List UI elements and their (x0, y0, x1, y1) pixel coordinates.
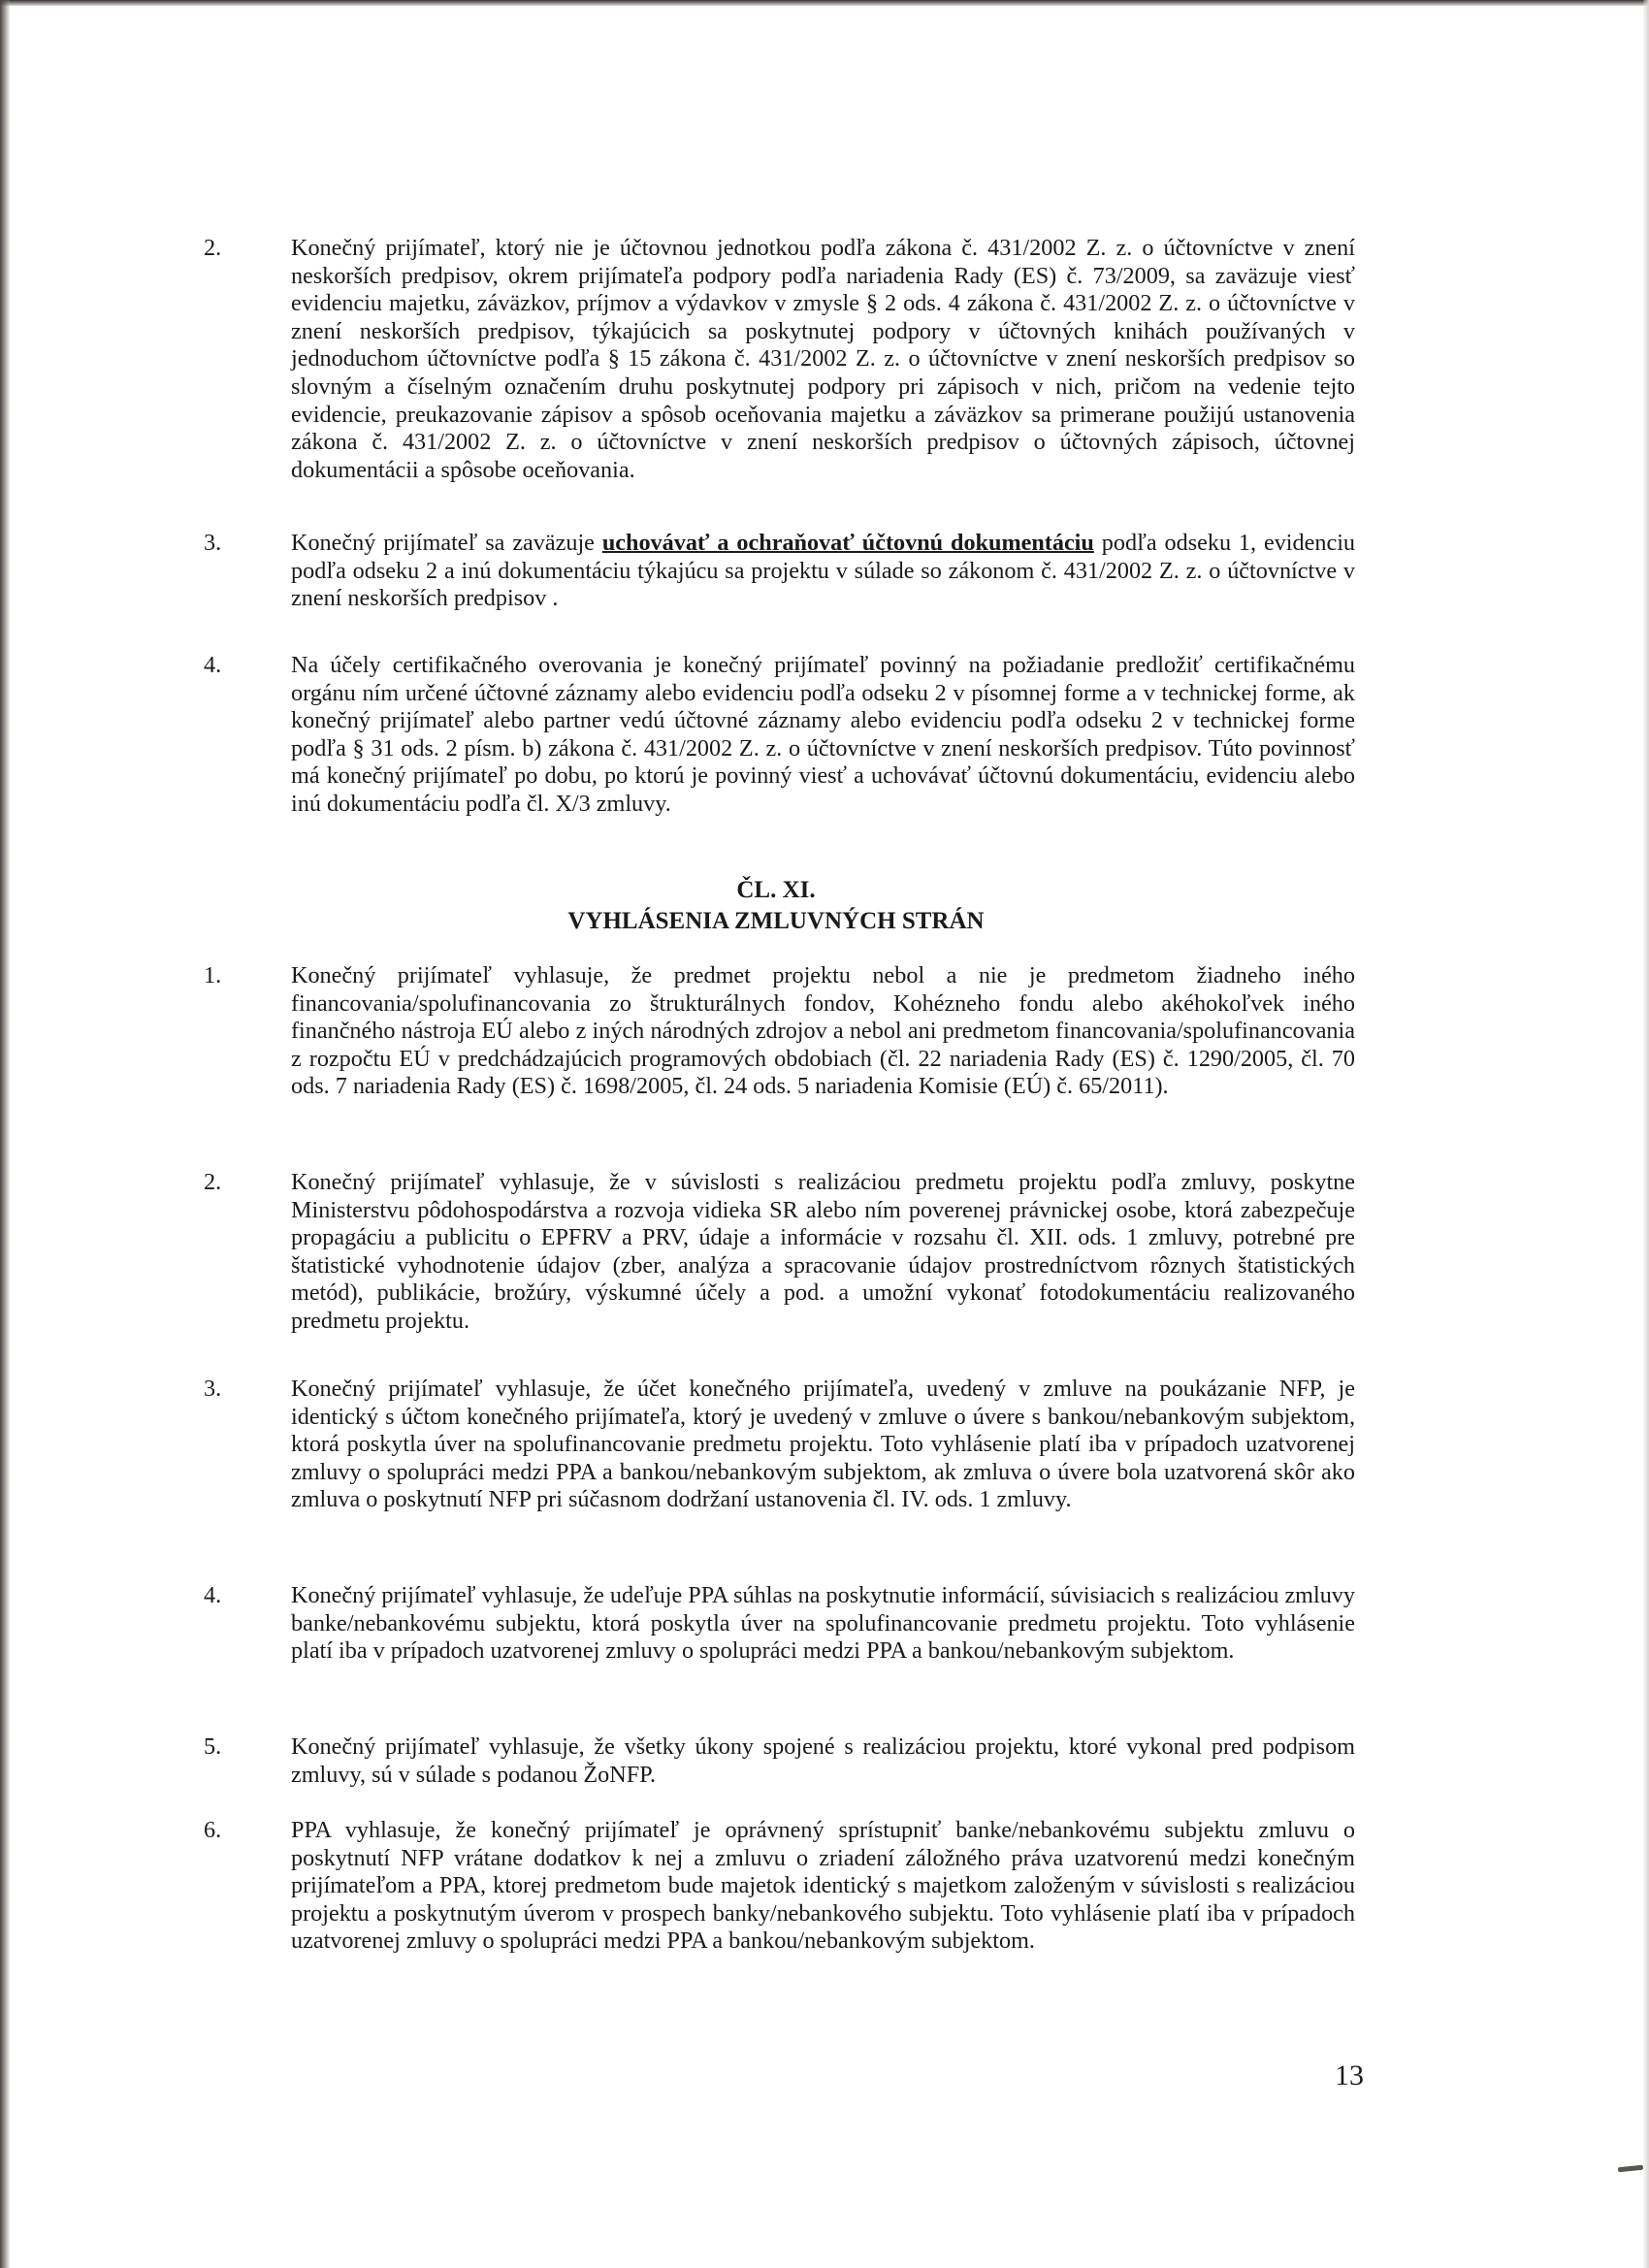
article-heading (543, 875, 1009, 937)
item-number: 3. (204, 530, 222, 556)
paragraph-text: Na účely certifikačného overovania je konečný prijímateľ povinný na požiadanie predložiť certifikačnému orgánu ním určené účtovné záznamy alebo evidenciu podľa odseku 2 v písomnej forme a v technickej forme, ak konečný prijímateľ alebo partner vedú účtovné záznamy alebo evidenciu podľa odseku 2 v technickej forme podľa § 31 ods. 2 písm. b) zákona č. 431/2002 Z. z. o účtovníctve v znení neskorších predpisov. Túto povinnosť má konečný prijímateľ po dobu, po ktorú je povinný viesť a uchovávať účtovnú dokumentáciu, evidenciu alebo inú dokumentáciu podľa čl. X/3 zmluvy. (291, 652, 1355, 817)
paragraph-text: PPA vyhlasuje, že konečný prijímateľ je oprávnený sprístupniť banke/nebankovému subjektu zmluvu o poskytnutí NFP vrátane dodatkov k nej a zmluvu o zriadení záložného práva uzatvorenú medzi konečným prijímateľom a PPA, ktorej predmetom bude majetok identický s majetkom založeným v súvislosti s realizáciou projektu a poskytnutým úverom v prospech banky/nebankového subjektu. Toto vyhlásenie platí iba v prípadoch uzatvorenej zmluvy o spolupráci medzi PPA a bankou/nebankovým subjektom. (291, 1817, 1355, 1955)
item-number: 5. (204, 1733, 222, 1760)
paragraph-text (291, 530, 1355, 613)
paragraph-text-start: Konečný prijímateľ sa zaväzuje (291, 530, 602, 556)
paragraph-text: Konečný prijímateľ vyhlasuje, že všetky úkony spojené s realizáciou projektu, ktoré vykonal pred podpisom zmluvy, sú v súlade s podanou ŽoNFP. (291, 1733, 1355, 1788)
emphasized-obligation: uchovávať a ochraňovať účtovnú dokumentáciu (601, 530, 1094, 556)
paragraph-text: Konečný prijímateľ vyhlasuje, že účet konečného prijímateľa, uvedený v zmluve na poukázanie NFP, je identický s účtom konečného prijímateľa, ktorý je uvedený v zmluve o úvere s bankou/nebankovým subjektom, ktorá poskytla úver na spolufinancovanie predmetu projektu. Toto vyhlásenie platí iba v prípadoch uzatvorenej zmluvy o spolupráci medzi PPA a bankou/nebankovým subjektom, ak zmluva o úvere bola uzatvorená skôr ako zmluva o poskytnutí NFP pri súčasnom dodržaní ustanovenia čl. IV. ods. 1 zmluvy. (291, 1376, 1355, 1513)
item-number: 3. (204, 1376, 222, 1402)
item-number: 2. (204, 1169, 222, 1195)
scan-border-right (1643, 0, 1649, 2268)
paragraph-text: Konečný prijímateľ vyhlasuje, že v súvislosti s realizáciou predmetu projektu podľa zmluvy, poskytne Ministerstvu pôdohospodárstva a rozvoja vidieka SR alebo ním poverenej právnickej osobe, ktorá zabezpečuje propagáciu a publicitu o EPFRV a PRV, údaje a informácie v rozsahu čl. XII. ods. 1 zmluvy, potrebné pre štatistické vyhodnotenie údajov (zber, analýza a spracovanie údajov prostredníctvom rôznych štatistických metód), publikácie, brožúry, výskumné účely a pod. a umožní vykonať fotodokumentáciu realizovaného predmetu projektu. (291, 1169, 1355, 1334)
scan-corner-artifact (1618, 2165, 1643, 2173)
item-number: 2. (204, 235, 222, 261)
scan-border-top (0, 0, 1649, 6)
page-number: 13 (1335, 2059, 1364, 2091)
paragraph-text: Konečný prijímateľ, ktorý nie je účtovnou jednotkou podľa zákona č. 431/2002 Z. z. o účtovníctve v znení neskorších predpisov, okrem prijímateľa podpory podľa nariadenia Rady (ES) č. 73/2009, sa zaväzuje viesť evidenciu majetku, záväzkov, príjmov a výdavkov v zmysle § 2 ods. 4 zákona č. 431/2002 Z. z. o účtovníctve v znení neskorších predpisov, týkajúcich sa poskytnutej podpory v účtovných knihách používaných v jednoduchom účtovníctve podľa § 15 zákona č. 431/2002 Z. z. o účtovníctve v znení neskorších predpisov so slovným a číselným označením druhu poskytnutej podpory pri zápisoch v nich, pričom na vedenie tejto evidencie, preukazovanie zápisov a spôsob oceňovania majetku a záväzkov sa primerane použijú ustanovenia zákona č. 431/2002 Z. z. o účtovníctve v znení neskorších predpisov o účtovných zápisoch, účtovnej dokumentácii a spôsobe oceňovania. (291, 235, 1355, 483)
article-number: ČL. XI. (736, 877, 816, 903)
item-number: 4. (204, 652, 222, 678)
item-number: 4. (204, 1582, 222, 1608)
article-title: VYHLÁSENIA ZMLUVNÝCH STRÁN (567, 908, 985, 934)
paragraph-text: Konečný prijímateľ vyhlasuje, že udeľuje PPA súhlas na poskytnutie informácií, súvisiacich s realizáciou zmluvy banke/nebankovému subjektu, ktorá poskytla úver na spolufinancovanie predmetu projektu. Toto vyhlásenie platí iba v prípadoch uzatvorenej zmluvy o spolupráci medzi PPA a bankou/nebankovým subjektom. (291, 1582, 1355, 1665)
scan-border-left (0, 0, 10, 2268)
paragraph-text: Konečný prijímateľ vyhlasuje, že predmet projektu nebol a nie je predmetom žiadneho iného financovania/spolufinancovania zo štrukturálnych fondov, Kohézneho fondu alebo akéhokoľvek iného finančného nástroja EÚ alebo z iných národných zdrojov a nebol ani predmetom financovania/spolufinancovania z rozpočtu EÚ v predchádzajúcich programových obdobiach (čl. 22 nariadenia Rady (ES) č. 1290/2005, čl. 70 ods. 7 nariadenia Rady (ES) č. 1698/2005, čl. 24 ods. 5 nariadenia Komisie (EÚ) č. 65/2011). (291, 962, 1355, 1100)
item-number: 1. (204, 962, 222, 988)
item-number: 6. (204, 1817, 222, 1843)
paragraph-text-end: podľa odseku 1, evidenciu podľa odseku 2 a inú dokumentáciu týkajúcu sa projektu v súlade so zákonom č. 431/2002 Z. z. o účtovníctve v znení neskorších predpisov . (291, 530, 1356, 612)
